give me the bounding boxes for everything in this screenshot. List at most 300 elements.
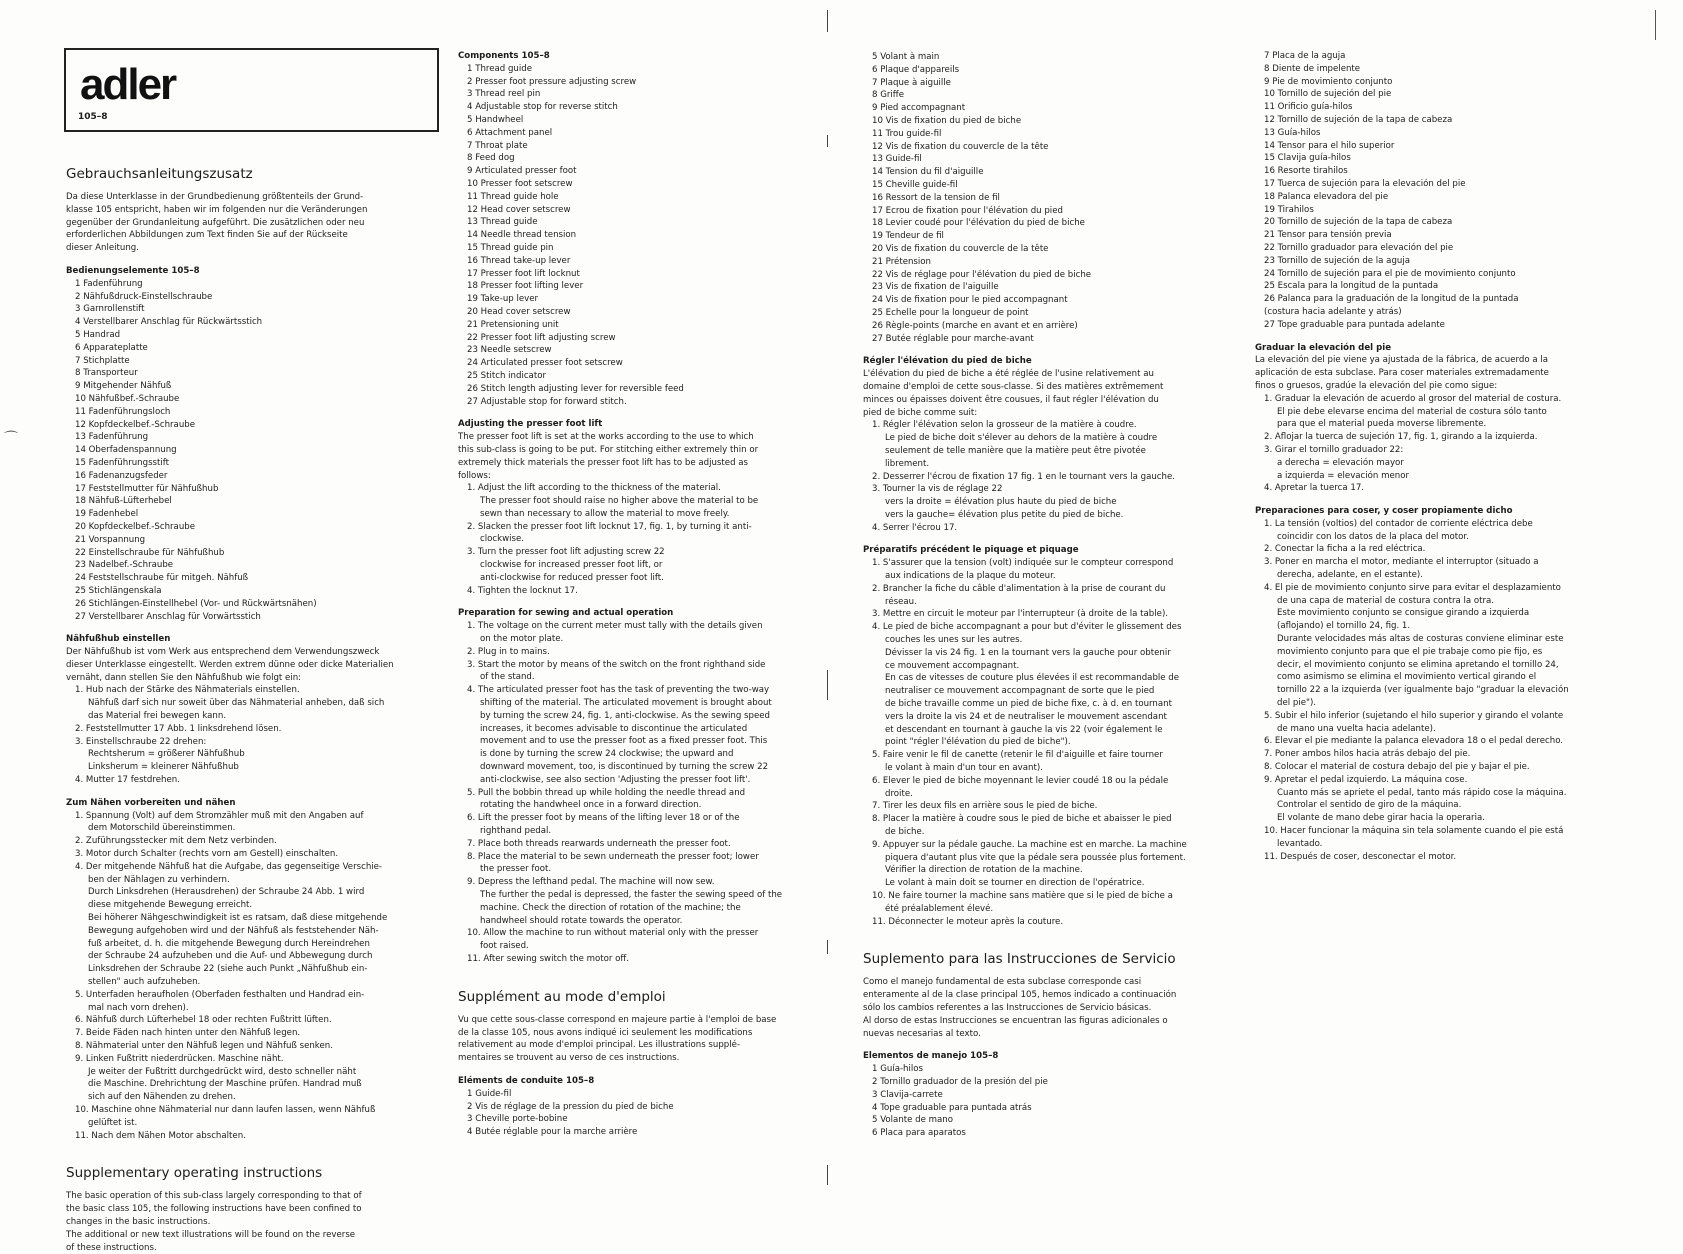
component-item: 26 Palanca para la graduación de la longitud de la puntada bbox=[1264, 294, 1519, 305]
component-item: 17 Presser foot lift locknut bbox=[467, 268, 580, 279]
step-continuation: vers la droite = élévation plus haute du pied de biche bbox=[885, 497, 1117, 508]
text-line: extremely thick materials the presser foot lift has to be adjusted as bbox=[458, 457, 748, 468]
step-line: 5. Subir el hilo inferior (sujetando el hilo superior y girando el volante bbox=[1264, 710, 1564, 721]
text-line: Da diese Unterklasse in der Grundbedienung größtenteils der Grund- bbox=[66, 192, 364, 202]
component-item: 10 Vis de fixation du pied de biche bbox=[872, 115, 1022, 126]
step-continuation: como asimismo se elimina el movimiento vertical girando el bbox=[1277, 672, 1537, 683]
step-continuation: Bewegung aufgehoben wird und der Nähfuß als feststehender Näh- bbox=[88, 925, 379, 936]
step-line: 4. Tighten the locknut 17. bbox=[467, 585, 578, 596]
column-german bbox=[66, 165, 442, 1254]
step-continuation: Cuanto más se apriete el pedal, tanto más rápido cose la máquina. bbox=[1277, 787, 1567, 798]
spanish-lift-steps bbox=[1255, 393, 1655, 495]
step-line: 9. Appuyer sur la pédale gauche. La machine est en marche. La machine bbox=[872, 839, 1187, 850]
text-line: minces ou épaisses doivent être cousues, il faut régler l'élévation du bbox=[863, 394, 1159, 405]
model-number: 105–8 bbox=[78, 112, 108, 122]
step-continuation: movement and to use the presser foot as a fixed presser foot. This bbox=[480, 736, 768, 747]
text-line: L'élévation du pied de biche a été réglée de l'usine relativement au bbox=[863, 369, 1154, 380]
french-heading: Supplément au mode d'emploi bbox=[458, 988, 666, 1005]
step-continuation: et descendant en tournant à gauche la vis 22 (voir également le bbox=[885, 724, 1163, 735]
german-intro bbox=[66, 191, 442, 255]
step-continuation: réseau. bbox=[885, 596, 917, 607]
step-continuation: levantado. bbox=[1277, 838, 1323, 849]
english-components-heading: Components 105–8 bbox=[458, 51, 550, 61]
step-continuation: seulement de telle manière que la matière peut être pivotée bbox=[885, 445, 1146, 456]
step-continuation: a izquierda = elevación menor bbox=[1277, 470, 1409, 481]
english-lift-steps bbox=[458, 482, 840, 597]
text-line: Der Nähfußhub ist vom Werk aus entsprechend dem Verwendungszweck bbox=[66, 647, 380, 658]
component-item: 21 Prétension bbox=[872, 256, 932, 267]
component-item: 6 Apparateplatte bbox=[75, 342, 148, 353]
step-line: 1. Graduar la elevación de acuerdo al grosor del material de costura. bbox=[1264, 393, 1562, 404]
step-continuation: le volant à main d'un tour en avant). bbox=[885, 763, 1043, 774]
step-line: 10. Allow the machine to run without material only with the presser bbox=[467, 928, 759, 939]
spanish-sew-steps bbox=[1255, 518, 1655, 864]
step-continuation: (aflojando) el tornillo 24, fig. 1. bbox=[1277, 621, 1411, 632]
component-item: 10 Tornillo de sujeción del pie bbox=[1264, 89, 1392, 100]
component-item: 4 Verstellbarer Anschlag für Rückwärtsstich bbox=[75, 317, 263, 328]
german-components-heading: Bedienungselemente 105–8 bbox=[66, 265, 200, 276]
component-item: 22 Tornillo graduador para elevación del pie bbox=[1264, 242, 1454, 253]
text-line: follows: bbox=[458, 470, 491, 481]
step-line: 4. The articulated presser foot has the task of preventing the two-way bbox=[467, 685, 770, 696]
component-item: 1 Guide-fil bbox=[467, 1088, 512, 1099]
component-item: 24 Feststellschraube für mitgeh. Nähfuß bbox=[75, 573, 249, 584]
component-item: 5 Volant à main bbox=[872, 52, 940, 62]
component-item: 6 Attachment panel bbox=[467, 127, 553, 138]
component-item: 19 Fadenhebel bbox=[75, 509, 139, 520]
step-line: 3. Poner en marcha el motor, mediante el interruptor (situado a bbox=[1264, 557, 1539, 568]
logo-wordmark: adler bbox=[80, 60, 176, 109]
component-item: 7 Plaque à aiguille bbox=[872, 77, 951, 88]
step-line: 9. Depress the lefthand pedal. The machine will now sew. bbox=[467, 877, 715, 888]
component-item: 3 Clavija-carrete bbox=[872, 1089, 943, 1100]
step-continuation: de biche travaille comme un pied de biche fixe, c. à d. en tournant bbox=[885, 699, 1172, 710]
text-line: de la classe 105, nous avons indiqué ici seulement les modifications bbox=[458, 1027, 753, 1038]
step-continuation: clockwise. bbox=[480, 534, 524, 545]
step-continuation: El volante de mano debe girar hacia la operaria. bbox=[1277, 813, 1485, 824]
component-item: 23 Vis de fixation de l'aiguille bbox=[872, 282, 999, 293]
step-line: 10. Ne faire tourner la machine sans matière que si le pied de biche a bbox=[872, 891, 1173, 901]
component-item: 5 Volante de mano bbox=[872, 1115, 953, 1126]
step-line: 2. Plug in to mains. bbox=[467, 646, 550, 657]
component-item: 22 Einstellschraube für Nähfußhub bbox=[75, 547, 225, 558]
text-line: The presser foot lift is set at the works according to the use to which bbox=[458, 432, 754, 443]
step-line: 3. Motor durch Schalter (rechts vorn am Gestell) einschalten. bbox=[75, 849, 339, 860]
step-continuation: The further the pedal is depressed, the faster the sewing speed of the bbox=[480, 890, 783, 900]
step-continuation: of the stand. bbox=[480, 672, 535, 683]
english-components bbox=[458, 63, 840, 409]
step-line: 3. Mettre en circuit le moteur par l'interrupteur (à droite de la table). bbox=[872, 609, 1169, 620]
component-item: 20 Kopfdeckelbef.-Schraube bbox=[75, 521, 196, 532]
step-continuation: the presser foot. bbox=[480, 864, 552, 875]
step-continuation: clockwise for increased presser foot lift, or bbox=[480, 560, 663, 571]
component-item: 7 Stichplatte bbox=[75, 355, 130, 366]
step-continuation: Linksdrehen der Schraube 22 (siehe auch Punkt „Nähfußhub ein- bbox=[88, 964, 368, 975]
step-line: 10. Maschine ohne Nähmaterial nur dann laufen lassen, wenn Nähfuß bbox=[75, 1104, 376, 1115]
component-item: 24 Tornillo de sujeción para el pie de movimiento conjunto bbox=[1264, 268, 1516, 279]
english-intro bbox=[66, 1190, 442, 1254]
component-item: 4 Tope graduable para puntada atrás bbox=[872, 1102, 1032, 1113]
text-line: of these instructions. bbox=[66, 1242, 157, 1253]
text-line: mentaires se trouvent au verso de ces instructions. bbox=[458, 1053, 680, 1064]
step-line: 4. Der mitgehende Nähfuß hat die Aufgabe, das gegenseitige Verschie- bbox=[75, 861, 383, 872]
step-line: 7. Beide Fäden nach hinten unter den Nähfuß legen. bbox=[75, 1028, 301, 1039]
step-line: 3. Tourner la vis de réglage 22 bbox=[872, 484, 1003, 495]
component-item: 17 Feststellmutter für Nähfußhub bbox=[75, 483, 219, 494]
text-line: vernäht, dann stellen Sie den Nähfußhub wie folgt ein: bbox=[66, 672, 302, 683]
component-item: 25 Stichlängenskala bbox=[75, 585, 162, 596]
english-sew-steps bbox=[458, 620, 840, 966]
text-line: relativement au mode d'emploi principal. Les illustrations supplé- bbox=[458, 1040, 741, 1051]
step-line: 2. Brancher la fiche du câble d'alimentation à la prise de courant du bbox=[872, 583, 1166, 594]
fold-mark bbox=[827, 1165, 828, 1185]
step-line: 5. Unterfaden heraufholen (Oberfaden festhalten und Handrad ein- bbox=[75, 989, 365, 1000]
step-line: 1. La tensión (voltios) del contador de corriente eléctrica debe bbox=[1264, 518, 1533, 529]
step-continuation: das Material frei bewegen kann. bbox=[88, 711, 227, 722]
german-sew-heading: Zum Nähen vorbereiten und nähen bbox=[66, 797, 236, 808]
component-item: 16 Fadenanzugsfeder bbox=[75, 470, 168, 481]
component-item: 12 Head cover setscrew bbox=[467, 204, 571, 215]
component-item: 5 Handrad bbox=[75, 329, 121, 340]
column-french bbox=[863, 51, 1243, 1140]
step-continuation: Durch Linksdrehen (Herausdrehen) der Schraube 24 Abb. 1 wird bbox=[88, 887, 365, 898]
component-item: 18 Presser foot lifting lever bbox=[467, 281, 584, 292]
text-line: this sub-class is going to be put. For stitching either extremely thin or bbox=[458, 444, 759, 455]
step-continuation: Le volant à main doit se tourner en direction de l'opératrice. bbox=[885, 878, 1145, 889]
step-line: 6. Nähfuß durch Lüfterhebel 18 oder rechten Fußtritt lüften. bbox=[75, 1015, 332, 1026]
step-line: 5. Pull the bobbin thread up while holding the needle thread and bbox=[467, 787, 746, 798]
component-item: 2 Tornillo graduador de la presión del pie bbox=[872, 1076, 1048, 1087]
component-item: 9 Articulated presser foot bbox=[467, 166, 577, 177]
step-continuation: Linksherum = kleinerer Nähfußhub bbox=[88, 762, 239, 773]
component-item: 12 Kopfdeckelbef.-Schraube bbox=[75, 419, 196, 430]
component-item: 11 Thread guide hole bbox=[467, 191, 559, 202]
german-lift-heading: Nähfußhub einstellen bbox=[66, 634, 171, 645]
component-item: 20 Vis de fixation du couvercle de la tête bbox=[872, 243, 1049, 254]
component-item: 14 Oberfadenspannung bbox=[75, 445, 177, 456]
component-item: 15 Clavija guía-hilos bbox=[1264, 153, 1351, 164]
step-continuation: aux indications de la plaque du moteur. bbox=[885, 571, 1056, 582]
french-sew-steps bbox=[863, 557, 1243, 928]
german-components bbox=[66, 278, 442, 624]
spanish-sew-heading: Preparaciones para coser, y coser propiamente dicho bbox=[1255, 506, 1513, 517]
component-item: 3 Garnrollenstift bbox=[75, 304, 145, 315]
step-continuation: para que el material pueda moverse libremente. bbox=[1277, 419, 1487, 430]
component-item: 13 Guide-fil bbox=[872, 154, 922, 165]
step-line: 9. Apretar el pedal izquierdo. La máquina cose. bbox=[1264, 774, 1468, 785]
component-item: 2 Presser foot pressure adjusting screw bbox=[467, 76, 637, 87]
step-line: 10. Hacer funcionar la máquina sin tela solamente cuando el pie está bbox=[1264, 826, 1564, 837]
french-components-b bbox=[863, 51, 1243, 345]
step-continuation: Je weiter der Fußtritt durchgedrückt wird, desto schneller näht bbox=[88, 1066, 357, 1077]
component-item: 27 Tope graduable para puntada adelante bbox=[1264, 319, 1445, 330]
step-continuation: decir, el movimiento conjunto se elimina apretando el tornillo 24, bbox=[1277, 659, 1559, 670]
step-continuation: del pie"). bbox=[1277, 698, 1317, 709]
component-item: 18 Nähfuß-Lüfterhebel bbox=[75, 496, 172, 507]
step-continuation: foot raised. bbox=[480, 941, 529, 952]
component-item: 13 Fadenführung bbox=[75, 432, 149, 443]
text-line: gegenüber der Grundanleitung aufgeführt. Die zusätzlichen oder neu bbox=[66, 217, 365, 228]
french-lift-intro bbox=[863, 368, 1243, 419]
component-item: 19 Tirahilos bbox=[1264, 204, 1314, 215]
component-item: 25 Escala para la longitud de la puntada bbox=[1264, 281, 1439, 292]
component-item: 3 Thread reel pin bbox=[467, 89, 541, 100]
component-item: 21 Pretensioning unit bbox=[467, 319, 559, 330]
step-line: 1. Adjust the lift according to the thickness of the material. bbox=[467, 483, 721, 494]
component-item: 11 Trou guide-fil bbox=[872, 128, 942, 139]
component-item: 21 Vorspannung bbox=[75, 534, 146, 545]
component-item: 14 Tension du fil d'aiguille bbox=[872, 167, 984, 178]
component-item: 8 Diente de impelente bbox=[1264, 63, 1361, 74]
spanish-components-b bbox=[1255, 50, 1655, 332]
step-continuation: shifting of the material. The articulated movement is brought about bbox=[480, 698, 772, 709]
component-item: 3 Cheville porte-bobine bbox=[467, 1114, 568, 1125]
component-item: 19 Take-up lever bbox=[467, 294, 539, 305]
text-line: changes in the basic instructions. bbox=[66, 1216, 211, 1227]
step-line: 4. El pie de movimiento conjunto sirve para evitar el desplazamiento bbox=[1264, 582, 1561, 593]
component-item: 8 Griffe bbox=[872, 90, 904, 101]
step-line: 3. Turn the presser foot lift adjusting screw 22 bbox=[467, 547, 665, 558]
component-item: 16 Thread take-up lever bbox=[467, 255, 571, 266]
step-continuation: Durante velocidades más altas de costuras conviene eliminar este bbox=[1277, 634, 1564, 645]
component-item: 26 Règle-points (marche en avant et en arrière) bbox=[872, 320, 1078, 331]
punch-mark: ⌒ bbox=[4, 431, 18, 447]
text-line: enteramente al de la clase principal 105, hemos indicado a continuación bbox=[863, 990, 1177, 1001]
step-continuation: increases, it becomes advisable to discontinue the articulated bbox=[480, 723, 748, 734]
component-item: 27 Verstellbarer Anschlag für Vorwärtsstich bbox=[75, 611, 261, 622]
step-line: 11. Déconnecter le moteur après la couture. bbox=[872, 916, 1064, 927]
component-item: 6 Plaque d'appareils bbox=[872, 64, 960, 75]
step-continuation: righthand pedal. bbox=[480, 826, 552, 837]
text-line: La elevación del pie viene ya ajustada de la fábrica, de acuerdo a la bbox=[1255, 355, 1549, 366]
text-line: pied de biche comme suit: bbox=[863, 407, 978, 418]
text-line: The additional or new text illustrations will be found on the reverse bbox=[66, 1229, 356, 1240]
step-continuation: derecha, adelante, en el estante). bbox=[1277, 570, 1423, 581]
step-continuation: Controlar el sentido de giro de la máquina. bbox=[1277, 800, 1462, 811]
component-item: 11 Orificio guía-hilos bbox=[1264, 102, 1353, 113]
component-item: 17 Tuerca de sujeción para la elevación del pie bbox=[1264, 178, 1466, 189]
german-lift-steps bbox=[66, 684, 442, 786]
english-lift-heading: Adjusting the presser foot lift bbox=[458, 419, 603, 430]
step-continuation: de biche. bbox=[885, 827, 925, 838]
step-continuation: mal nach vorn drehen). bbox=[88, 1002, 189, 1013]
step-continuation: couches les unes sur les autres. bbox=[885, 635, 1023, 646]
step-continuation: anti-clockwise for reduced presser foot lift. bbox=[480, 572, 664, 583]
component-item: 17 Ecrou de fixation pour l'élévation du pied bbox=[872, 205, 1063, 216]
step-continuation: die Maschine. Drehrichtung der Maschine prüfen. Handrad muß bbox=[88, 1079, 362, 1090]
text-line: aplicación de esta subclase. Para coser materiales extremadamente bbox=[1255, 368, 1549, 379]
step-continuation: Dévisser la vis 24 fig. 1 en la tournant vers la gauche pour obtenir bbox=[885, 647, 1171, 658]
step-continuation: der Schraube 24 aufzuheben und die Auf- und Abbewegung durch bbox=[88, 951, 373, 962]
step-line: 9. Linken Fußtritt niederdrücken. Maschine näht. bbox=[75, 1053, 284, 1064]
step-continuation: dem Motorschild übereinstimmen. bbox=[88, 823, 236, 834]
french-components-a bbox=[458, 1088, 840, 1139]
step-continuation: droite. bbox=[885, 788, 913, 799]
spanish-components-heading: Elementos de manejo 105–8 bbox=[863, 1051, 999, 1062]
component-item: 2 Nähfußdruck-Einstellschraube bbox=[75, 291, 213, 302]
english-heading: Supplementary operating instructions bbox=[66, 1165, 323, 1182]
component-item: 9 Pied accompagnant bbox=[872, 103, 966, 114]
step-continuation: The presser foot should raise no higher above the material to be bbox=[480, 496, 759, 507]
component-item: 1 Guía-hilos bbox=[872, 1064, 924, 1075]
brand-logo bbox=[64, 48, 439, 132]
step-continuation: sewn than necessary to allow the material to move freely. bbox=[480, 508, 730, 519]
edge-mark bbox=[1655, 10, 1656, 40]
step-continuation: handwheel should rotate towards the operator. bbox=[480, 915, 683, 926]
component-item: 24 Vis de fixation pour le pied accompagnant bbox=[872, 295, 1068, 306]
component-item: 1 Fadenführung bbox=[75, 278, 143, 289]
component-item: 15 Thread guide pin bbox=[467, 242, 554, 253]
step-continuation: a derecha = elevación mayor bbox=[1277, 457, 1404, 468]
step-continuation: Este movimiento conjunto se consigue girando a izquierda bbox=[1277, 608, 1530, 619]
step-continuation: de mano una vuelta hacia adelante). bbox=[1277, 723, 1436, 734]
step-line: 2. Conectar la ficha a la red eléctrica. bbox=[1264, 544, 1426, 555]
text-line: Vu que cette sous-classe correspond en majeure partie à l'emploi de base bbox=[458, 1014, 777, 1025]
step-continuation: El pie debe elevarse encima del material de costura sólo tanto bbox=[1277, 406, 1547, 417]
step-line: 2. Slacken the presser foot lift locknut 17, fig. 1, by turning it anti- bbox=[467, 521, 752, 532]
component-item: 4 Butée réglable pour la marche arrière bbox=[467, 1127, 638, 1138]
component-item: 15 Fadenführungsstift bbox=[75, 457, 170, 468]
step-continuation: movimiento conjunto para que el pie trabaje como pie fijo, es bbox=[1277, 646, 1543, 657]
step-line: 8. Colocar el material de costura debajo del pie y bajar el pie. bbox=[1264, 762, 1530, 773]
component-item: 23 Nadelbef.-Schraube bbox=[75, 560, 174, 571]
step-line: 2. Zuführungsstecker mit dem Netz verbinden. bbox=[75, 836, 277, 847]
step-continuation: Rechtsherum = größerer Nähfußhub bbox=[88, 749, 245, 760]
step-line: 5. Faire venir le fil de canette (retenir le fil d'aiguille et faire tourner bbox=[872, 750, 1163, 761]
component-item: 16 Resorte tirahilos bbox=[1264, 166, 1348, 177]
step-line: 4. Le pied de biche accompagnant a pour but d'éviter le glissement des bbox=[872, 622, 1182, 633]
step-line: 3. Einstellschraube 22 drehen: bbox=[75, 736, 207, 747]
step-line: 2. Feststellmutter 17 Abb. 1 linksdrehend lösen. bbox=[75, 723, 282, 734]
step-continuation: ben der Nählagen zu verhindern. bbox=[88, 874, 230, 885]
step-continuation: tornillo 22 a la izquierda (ver igualmente bajo "graduar la elevación bbox=[1277, 685, 1569, 696]
text-line: dieser Anleitung. bbox=[66, 243, 139, 254]
step-line: 1. The voltage on the current meter must tally with the details given bbox=[467, 621, 763, 632]
text-line: finos o gruesos, gradúe la elevación del pie como sigue: bbox=[1255, 380, 1498, 391]
step-continuation: on the motor plate. bbox=[480, 634, 564, 645]
column-english bbox=[458, 50, 840, 1139]
english-lift-intro bbox=[458, 431, 840, 482]
component-item: 6 Placa para aparatos bbox=[872, 1128, 966, 1139]
text-line: Al dorso de estas Instrucciones se encuentran las figuras adicionales o bbox=[863, 1015, 1168, 1026]
step-line: 6. Lift the presser foot by means of the lifting lever 18 or of the bbox=[467, 813, 740, 824]
component-item: 8 Feed dog bbox=[467, 153, 515, 164]
french-sew-heading: Préparatifs précédent le piquage et piquage bbox=[863, 545, 1079, 556]
component-item: 13 Guía-hilos bbox=[1264, 127, 1321, 138]
step-continuation: machine. Check the direction of rotation of the machine; the bbox=[480, 902, 741, 913]
step-continuation: librement. bbox=[885, 458, 930, 469]
step-continuation: sich auf den Nähenden zu drehen. bbox=[88, 1092, 236, 1103]
component-item: 24 Articulated presser foot setscrew bbox=[467, 358, 623, 369]
component-item: 12 Vis de fixation du couvercle de la tête bbox=[872, 141, 1049, 152]
step-line: 8. Nähmaterial unter den Nähfuß legen und Nähfuß senken. bbox=[75, 1041, 333, 1051]
step-continuation: fuß arbeitet, d. h. die mitgehende Bewegung durch Hereindrehen bbox=[88, 938, 370, 949]
component-item: 7 Throat plate bbox=[467, 140, 528, 151]
component-item: 19 Tendeur de fil bbox=[872, 231, 944, 242]
step-continuation: vers la droite la vis 24 et de neutraliser le mouvement ascendant bbox=[885, 711, 1167, 722]
step-continuation: été préalablement élevé. bbox=[885, 903, 994, 914]
german-sew-steps bbox=[66, 810, 442, 1143]
step-line: 7. Tirer les deux fils en arrière sous le pied de biche. bbox=[872, 801, 1098, 812]
step-line: 4. Serrer l'écrou 17. bbox=[872, 522, 958, 533]
component-item: 12 Tornillo de sujeción de la tapa de cabeza bbox=[1264, 114, 1453, 125]
step-line: 1. Hub nach der Stärke des Nähmaterials einstellen. bbox=[75, 685, 300, 696]
step-continuation: piquera d'autant plus vite que la pédale sera poussée plus fortement. bbox=[885, 852, 1186, 863]
step-line: 2. Desserrer l'écrou de fixation 17 fig. 1 en le tournant vers la gauche. bbox=[872, 471, 1175, 482]
step-continuation: is done by turning the screw 24 clockwise; the upward and bbox=[480, 749, 734, 760]
step-continuation: coincidir con los datos de la placa del motor. bbox=[1277, 531, 1469, 542]
column-spanish bbox=[1255, 50, 1655, 863]
text-line: nuevas necesarias al texto. bbox=[863, 1028, 981, 1039]
step-continuation: Le pied de biche doit s'élever au dehors de la matière à coudre bbox=[885, 433, 1158, 444]
text-line: Como el manejo fundamental de esta subclase corresponde casi bbox=[863, 977, 1142, 988]
component-item: (costura hacia adelante y atrás) bbox=[1264, 306, 1402, 317]
component-item: 25 Stitch indicator bbox=[467, 370, 546, 381]
step-line: 4. Apretar la tuerca 17. bbox=[1264, 483, 1365, 494]
component-item: 10 Presser foot setscrew bbox=[467, 178, 573, 189]
component-item: 27 Butée réglable pour marche-avant bbox=[872, 333, 1034, 344]
spanish-lift-intro bbox=[1255, 354, 1655, 392]
component-item: 1 Thread guide bbox=[467, 63, 533, 74]
step-line: 11. After sewing switch the motor off. bbox=[467, 953, 630, 964]
step-continuation: diese mitgehende Bewegung erreicht. bbox=[88, 900, 253, 911]
step-line: 1. S'assurer que la tension (volt) indiquée sur le compteur correspond bbox=[872, 558, 1174, 569]
component-item: 26 Stichlängen-Einstellhebel (Vor- und Rückwärtsnähen) bbox=[75, 598, 317, 609]
step-continuation: downward movement, too, is discontinued by turning the screw 22 bbox=[480, 762, 769, 773]
text-line: sólo los cambios referentes a las Instrucciones de Servicio básicas. bbox=[863, 1002, 1152, 1013]
component-item: 9 Mitgehender Nähfuß bbox=[75, 381, 172, 392]
component-item: 16 Ressort de la tension de fil bbox=[872, 192, 1000, 203]
step-line: 3. Girar el tornillo graduador 22: bbox=[1264, 444, 1404, 455]
french-lift-heading: Régler l'élévation du pied de biche bbox=[863, 356, 1032, 367]
component-item: 27 Adjustable stop for forward stitch. bbox=[467, 396, 627, 407]
step-continuation: En cas de vitesses de couture plus élevées il est recommandable de bbox=[885, 673, 1180, 684]
step-continuation: Vérifier la direction de rotation de la machine. bbox=[885, 865, 1083, 876]
step-line: 2. Aflojar la tuerca de sujeción 17, fig. 1, girando a la izquierda. bbox=[1264, 432, 1538, 443]
german-lift-intro bbox=[66, 646, 442, 684]
step-line: 6. Elever le pied de biche moyennant le levier coudé 18 ou la pédale bbox=[872, 775, 1169, 786]
text-line: klasse 105 entspricht, haben wir im folgenden nur die Veränderungen bbox=[66, 204, 368, 215]
spanish-intro bbox=[863, 976, 1243, 1040]
step-continuation: by turning the screw 24, fig. 1, anti-clockwise. As the sewing speed bbox=[480, 710, 771, 721]
component-item: 18 Palanca elevadora del pie bbox=[1264, 191, 1389, 202]
component-item: 20 Tornillo de sujeción de la tapa de cabeza bbox=[1264, 217, 1453, 228]
component-item: 22 Vis de réglage pour l'élévation du pied de biche bbox=[872, 269, 1092, 280]
component-item: 8 Transporteur bbox=[75, 368, 138, 379]
step-line: 3. Start the motor by means of the switch on the front righthand side bbox=[467, 659, 766, 670]
step-continuation: Bei höherer Nähgeschwindigkeit ist es ratsam, daß diese mitgehende bbox=[88, 913, 388, 924]
step-continuation: vers la gauche= élévation plus petite du pied de biche. bbox=[885, 509, 1124, 520]
step-continuation: de una capa de material de costura contra la otra. bbox=[1277, 595, 1495, 606]
component-item: 22 Presser foot lift adjusting screw bbox=[467, 332, 616, 343]
step-line: 7. Poner ambos hilos hacia atrás debajo del pie. bbox=[1264, 749, 1471, 760]
step-continuation: neutraliser ce mouvement accompagnant de sorte que le pied bbox=[885, 686, 1155, 697]
text-line: dieser Unterklasse eingestellt. Werden extrem dünne oder dicke Materialien bbox=[66, 659, 394, 670]
text-line: domaine d'emploi de cette sous-classe. Si des matières extrêmement bbox=[863, 381, 1164, 392]
step-continuation: point "régler l'élévation du pied de biche"). bbox=[885, 737, 1071, 748]
step-continuation: rotating the handwheel once in a forward direction. bbox=[480, 800, 702, 811]
step-continuation: gelüftet ist. bbox=[88, 1117, 138, 1128]
french-lift-steps bbox=[863, 419, 1243, 534]
step-line: 11. Nach dem Nähen Motor abschalten. bbox=[75, 1130, 246, 1141]
english-sew-heading: Preparation for sewing and actual operation bbox=[458, 608, 674, 619]
step-line: 6. Elevar el pie mediante la palanca elevadora 18 o el pedal derecho. bbox=[1264, 736, 1564, 747]
component-item: 18 Levier coudé pour l'élévation du pied de biche bbox=[872, 218, 1085, 229]
french-intro bbox=[458, 1014, 840, 1065]
spanish-lift-heading: Graduar la elevación del pie bbox=[1255, 342, 1392, 353]
component-item: 14 Tensor para el hilo superior bbox=[1264, 140, 1395, 151]
step-line: 8. Place the material to be sewn underneath the presser foot; lower bbox=[467, 851, 759, 862]
